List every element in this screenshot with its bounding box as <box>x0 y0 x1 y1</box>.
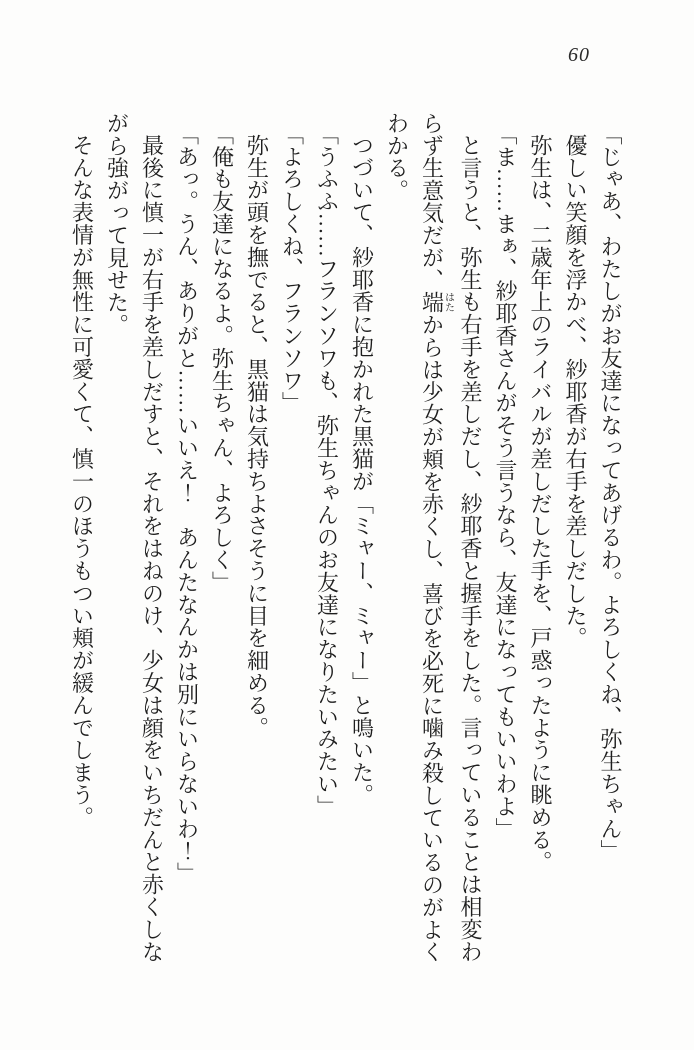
text-before-ruby: らず生意気だが、 <box>419 112 445 292</box>
text-column-15: がら強がって見せた。 <box>104 112 130 336</box>
text-column-5: と言うと、弥生も右手を差しだし、紗耶香と握手をした。言っていることは相変わ <box>458 134 483 963</box>
text-column-12: 「俺も友達になるよ。弥生ちゃん、よろしく」 <box>209 123 235 594</box>
text-column-10: 「よろしくね、フランソワ」 <box>279 123 305 415</box>
ruby-text: はた <box>442 291 454 314</box>
text-column-14: 最後に慎一が右手を差しだすと、それをはねのけ、少女は顔をいちだんと赤くしな <box>139 134 165 963</box>
text-column-13: 「あっ。うん、ありがと……いいえ！ あんたなんかは別にいらないわ！」 <box>174 123 200 885</box>
text-column-6 <box>415 112 454 968</box>
furigana-hata <box>419 291 454 314</box>
text-column-16: そんな表情が無性に可愛くて、慎一のほうもつい頬が緩んでしまう。 <box>69 134 95 829</box>
text-column-3: 弥生は、二歳年上のライバルが差しだした手を、戸惑ったように眺める。 <box>528 134 553 874</box>
text-after-ruby: からは少女が頬を赤くし、喜びを必死に噛み殺しているのがよく <box>419 313 445 964</box>
text-column-1: 「じゃあ、わたしがお友達になってあげるわ。よろしくね、弥生ちゃん」 <box>598 123 623 863</box>
text-column-9: 「うふふ……フランソワも、弥生ちゃんのお友達になりたいみたい」 <box>314 123 340 818</box>
text-column-4: 「ま……まぁ、紗耶香さんがそう言うなら、友達になってもいいわよ」 <box>493 123 518 840</box>
text-column-8: つづいて、紗耶香に抱かれた黒猫が「ミャー、ミャー」と鳴いた。 <box>349 134 375 806</box>
page-number: 60 <box>568 44 590 66</box>
text-column-11: 弥生が頭を撫でると、黒猫は気持ちよさそうに目を細める。 <box>244 134 270 739</box>
page-text <box>66 112 628 968</box>
text-column-7: わかる。 <box>384 112 410 202</box>
text-column-2: 優しい笑顔を浮かべ、紗耶香が右手を差しだした。 <box>563 134 588 650</box>
ruby-base: 端 <box>419 291 445 314</box>
